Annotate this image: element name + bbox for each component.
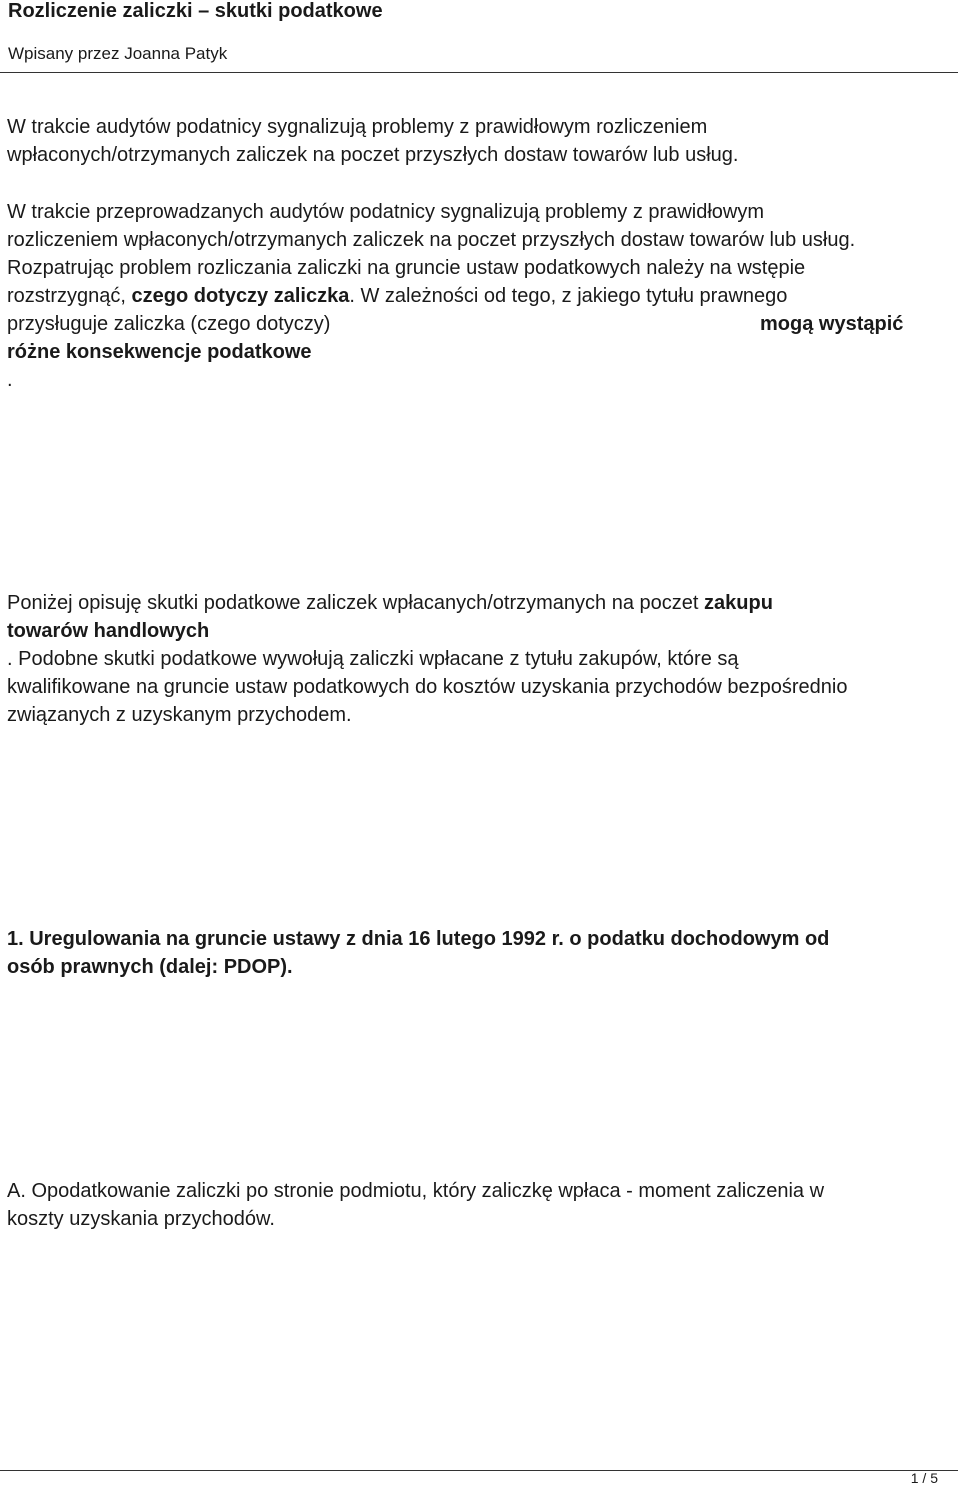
heading-line: 1. Uregulowania na gruncie ustawy z dnia 16 lutego 1992 r. o podatku dochodowym od [7,928,830,950]
author-line: Wpisany przez Joanna Patyk [8,44,228,63]
heading-line: koszty uzyskania przychodów. [7,1208,275,1230]
text-segment: . W zależności od tego, z jakiego tytułu prawnego [349,285,788,307]
intro-line: wpłaconych/otrzymanych zaliczek na poczet przyszłych dostaw towarów lub usług. [7,144,739,166]
text-segment: Poniżej opisuję skutki podatkowe zaliczek wpłacanych/otrzymanych na poczet [7,592,705,614]
text-line: . Podobne skutki podatkowe wywołują zaliczki wpłacane z tytułu zakupów, które są [7,648,739,670]
text-segment: rozstrzygnąć, [7,285,132,307]
bold-line: towarów handlowych [7,620,210,642]
text-line: rozliczeniem wpłaconych/otrzymanych zaliczek na poczet przyszłych dostaw towarów lub usług. [7,229,856,251]
text-line [7,589,952,617]
page-title: Rozliczenie zaliczki – skutki podatkowe [8,0,383,22]
text-line: . [7,369,13,391]
intro-paragraph [7,113,952,169]
text-line: Rozpatrując problem rozliczania zaliczki na gruncie ustaw podatkowych należy na wstępie [7,257,806,279]
text-line [7,310,952,338]
text-segment: przysługuje zaliczka (czego dotyczy) [7,313,331,335]
section-heading-1 [7,925,952,981]
text-line: związanych z uzyskanym przychodem. [7,704,352,726]
heading-line: osób prawnych (dalej: PDOP). [7,956,293,978]
page-number: 1 / 5 [910,1470,938,1486]
body-paragraph-1 [7,198,952,394]
text-line [7,282,952,310]
header-divider [0,72,958,73]
bold-line: różne konsekwencje podatkowe [7,341,312,363]
bold-phrase: mogą wystąpić [760,313,904,335]
intro-line: W trakcie audytów podatnicy sygnalizują problemy z prawidłowym rozliczeniem [7,116,708,138]
section-heading-a [7,1177,952,1233]
heading-line: A. Opodatkowanie zaliczki po stronie podmiotu, który zaliczkę wpłaca - moment zaliczenia w [7,1180,825,1202]
bold-phrase: czego dotyczy zaliczka [131,285,350,307]
text-line: W trakcie przeprowadzanych audytów podatnicy sygnalizują problemy z prawidłowym [7,201,765,223]
text-line: kwalifikowane na gruncie ustaw podatkowych do kosztów uzyskania przychodów bezpośrednio [7,676,848,698]
body-paragraph-2 [7,589,952,729]
bold-phrase: zakupu [704,592,773,614]
footer-divider [0,1470,958,1471]
